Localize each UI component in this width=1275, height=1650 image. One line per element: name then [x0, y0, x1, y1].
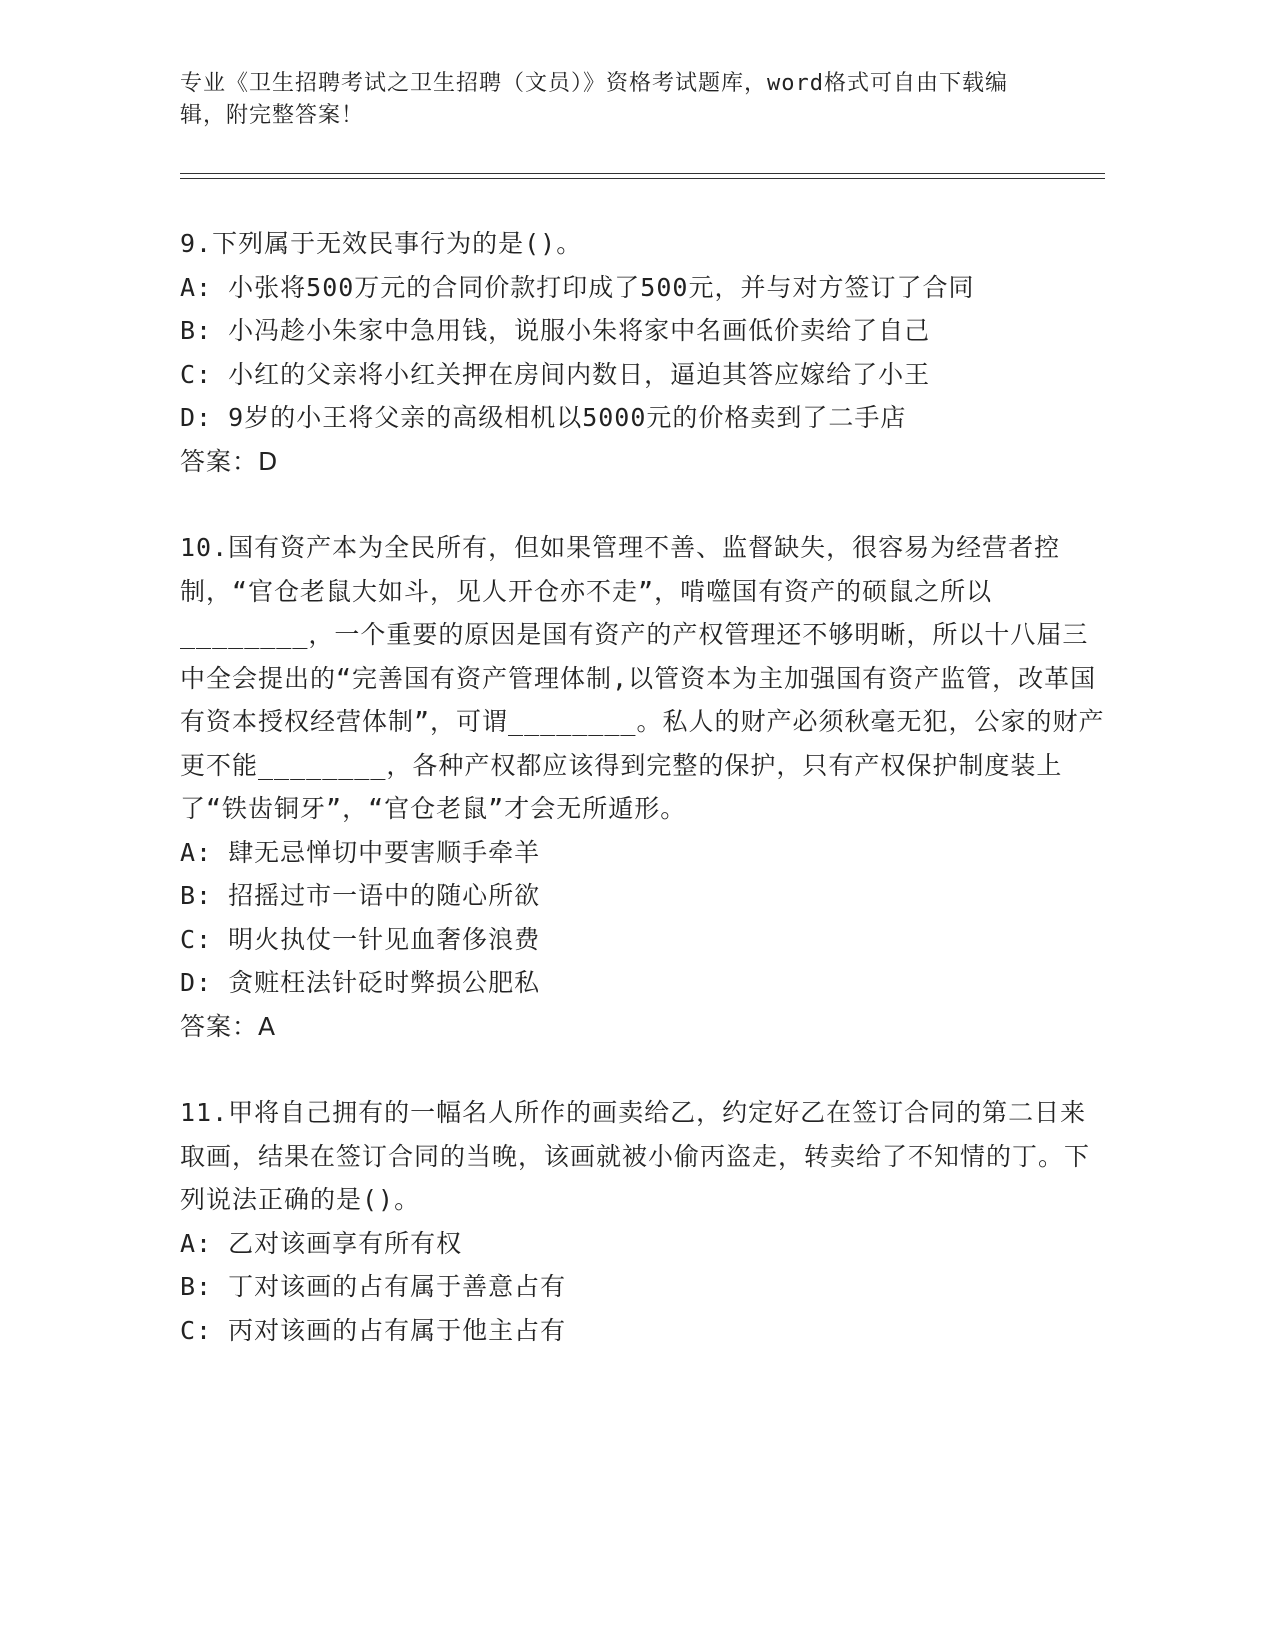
question-stem: 9.下列属于无效民事行为的是()。: [180, 229, 583, 258]
option-b: B: 丁对该画的占有属于善意占有: [180, 1272, 567, 1301]
question-11: [180, 1091, 1110, 1352]
option-a: A: 小张将500万元的合同价款打印成了500元，并与对方签订了合同: [180, 272, 975, 302]
option-a: A: 肆无忌惮切中要害顺手牵羊: [180, 837, 541, 867]
question-9: [180, 222, 1110, 483]
question-spacer: [180, 483, 1110, 526]
option-b: B: 小冯趁小朱家中急用钱，说服小朱将家中名画低价卖给了自己: [180, 316, 931, 345]
option-d: D: 贪赃枉法针砭时弊损公肥私: [180, 968, 541, 997]
option-c: C: 明火执仗一针见血奢侈浪费: [180, 924, 541, 954]
option-a: A: 乙对该画享有所有权: [180, 1228, 463, 1258]
question-10: [180, 526, 1110, 1048]
option-c: C: 丙对该画的占有属于他主占有: [180, 1315, 567, 1345]
option-c: C: 小红的父亲将小红关押在房间内数日，逼迫其答应嫁给了小王: [180, 359, 931, 389]
header-divider-top: [180, 173, 1105, 174]
document-intro: 专业《卫生招聘考试之卫生招聘（文员）》资格考试题库，word格式可自由下载编辑，附完整答案！: [180, 71, 1008, 128]
answer-label: 答案：D: [180, 446, 279, 476]
header-divider-bottom: [180, 178, 1105, 179]
question-stem: 11.甲将自己拥有的一幅名人所作的画卖给乙，约定好乙在签订合同的第二日来取画，结果在签订合同的当晚，该画就被小偷丙盗走，转卖给了不知情的丁。下列说法正确的是()。: [180, 1098, 1091, 1214]
question-list: [180, 222, 1110, 1352]
answer-label: 答案：A: [180, 1011, 277, 1041]
question-spacer: [180, 1048, 1110, 1091]
option-d: D: 9岁的小王将父亲的高级相机以5000元的价格卖到了二手店: [180, 403, 907, 432]
option-b: B: 招摇过市一语中的随心所欲: [180, 881, 541, 910]
question-stem: 10.国有资产本为全民所有，但如果管理不善、监督缺失，很容易为经营者控制，“官仓老鼠大如斗，见人开仓亦不走”，啃噬国有资产的硕鼠之所以________，一个重要的原因是国有资产的产权管理还不够明晰，所以十八届三中全会提出的“完善国有资产管理体制,以管资本为主加强国有资产监管，改革国有资本授权经营体制”，可谓________。私人的财产必须秋毫无犯，公家的财产更不能________，各种产权都应该得到完整的保护，只有产权保护制度装上了“铁齿铜牙”，“官仓老鼠”才会无所遁形。: [180, 533, 1105, 823]
